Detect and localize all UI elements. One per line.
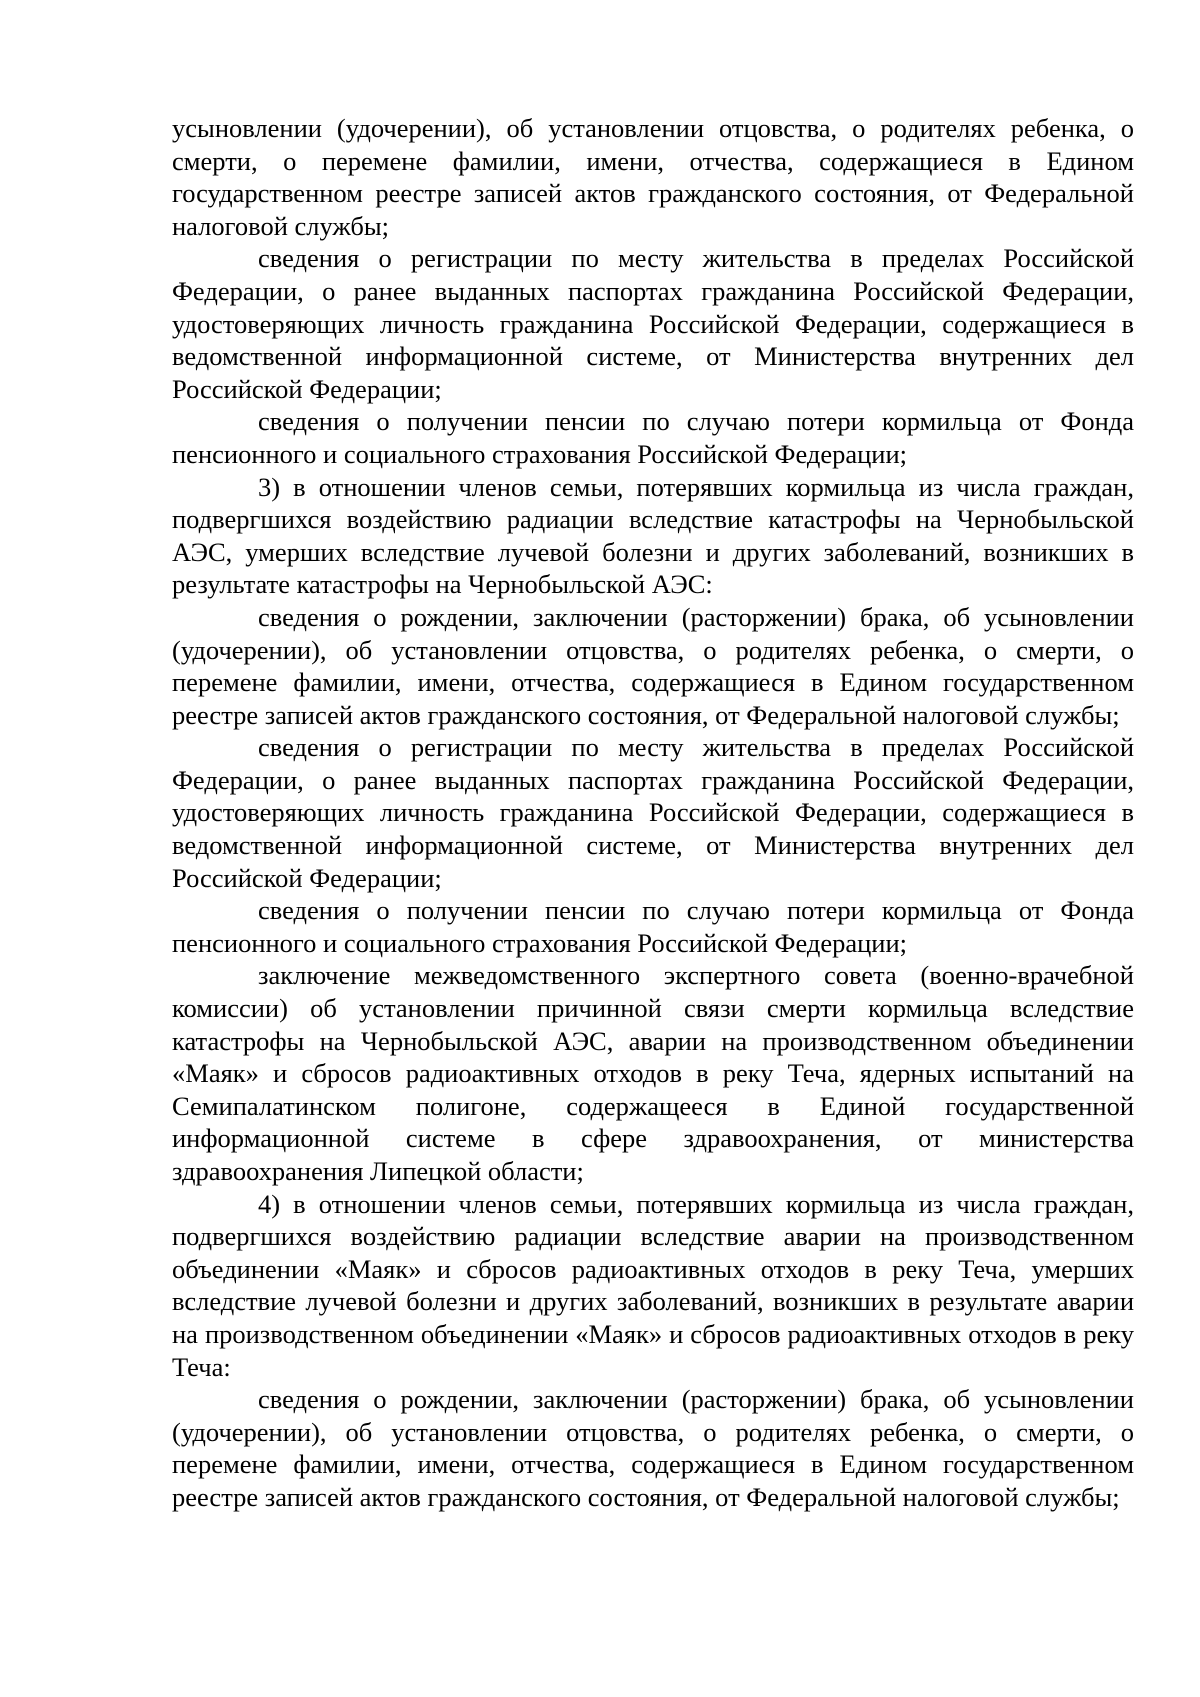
paragraph-6: сведения о регистрации по месту жительства в пределах Российской Федерации, о ранее выданных паспортах гражданина Российской Федерации, удостоверяющих личность гражданина Российской Федерации, содержащиеся в ведомственной информационной системе, от Министерства внутренних дел Российской Федерации; <box>172 732 1134 893</box>
paragraph-8: заключение межведомственного экспертного совета (военно-врачебной комиссии) об установлении причинной связи смерти кормильца вследствие катастрофы на Чернобыльской АЭС, аварии на производственном объединении «Маяк» и сбросов радиоактивных отходов в реку Теча, ядерных испытаний на Семипалатинском полигоне, содержащееся в Единой государственной информационной системе в сфере здравоохранения, от министерства здравоохранения Липецкой области; <box>172 960 1134 1186</box>
paragraph-10: сведения о рождении, заключении (расторжении) брака, об усыновлении (удочерении), об установлении отцовства, о родителях ребенка, о смерти, о перемене фамилии, имени, отчества, содержащиеся в Едином государственном реестре записей актов гражданского состояния, от Федеральной налоговой службы; <box>172 1384 1134 1512</box>
paragraph-9: 4) в отношении членов семьи, потерявших кормильца из числа граждан, подвергшихся воздействию радиации вследствие аварии на производственном объединении «Маяк» и сбросов радиоактивных отходов в реку Теча, умерших вследствие лучевой болезни и других заболеваний, возникших в результате аварии на производственном объединении «Маяк» и сбросов радиоактивных отходов в реку Теча: <box>172 1188 1134 1382</box>
paragraph-3: сведения о получении пенсии по случаю потери кормильца от Фонда пенсионного и социального страхования Российской Федерации; <box>172 406 1134 469</box>
paragraph-5: сведения о рождении, заключении (расторжении) брака, об усыновлении (удочерении), об установлении отцовства, о родителях ребенка, о смерти, о перемене фамилии, имени, отчества, содержащиеся в Едином государственном реестре записей актов гражданского состояния, от Федеральной налоговой службы; <box>172 601 1134 730</box>
paragraph-4: 3) в отношении членов семьи, потерявших кормильца из числа граждан, подвергшихся воздействию радиации вследствие катастрофы на Чернобыльской АЭС, умерших вследствие лучевой болезни и других заболеваний, возникших в результате катастрофы на Чернобыльской АЭС: <box>172 471 1134 600</box>
paragraph-2: сведения о регистрации по месту жительства в пределах Российской Федерации, о ранее выданных паспортах гражданина Российской Федерации, удостоверяющих личность гражданина Российской Федерации, содержащиеся в ведомственной информационной системе, от Министерства внутренних дел Российской Федерации; <box>172 243 1134 404</box>
paragraph-7: сведения о получении пенсии по случаю потери кормильца от Фонда пенсионного и социального страхования Российской Федерации; <box>172 895 1134 958</box>
document-body <box>172 112 1134 1514</box>
paragraph-1: усыновлении (удочерении), об установлении отцовства, о родителях ребенка, о смерти, о перемене фамилии, имени, отчества, содержащиеся в Едином государственном реестре записей актов гражданского состояния, от Федеральной налоговой службы; <box>172 113 1134 241</box>
